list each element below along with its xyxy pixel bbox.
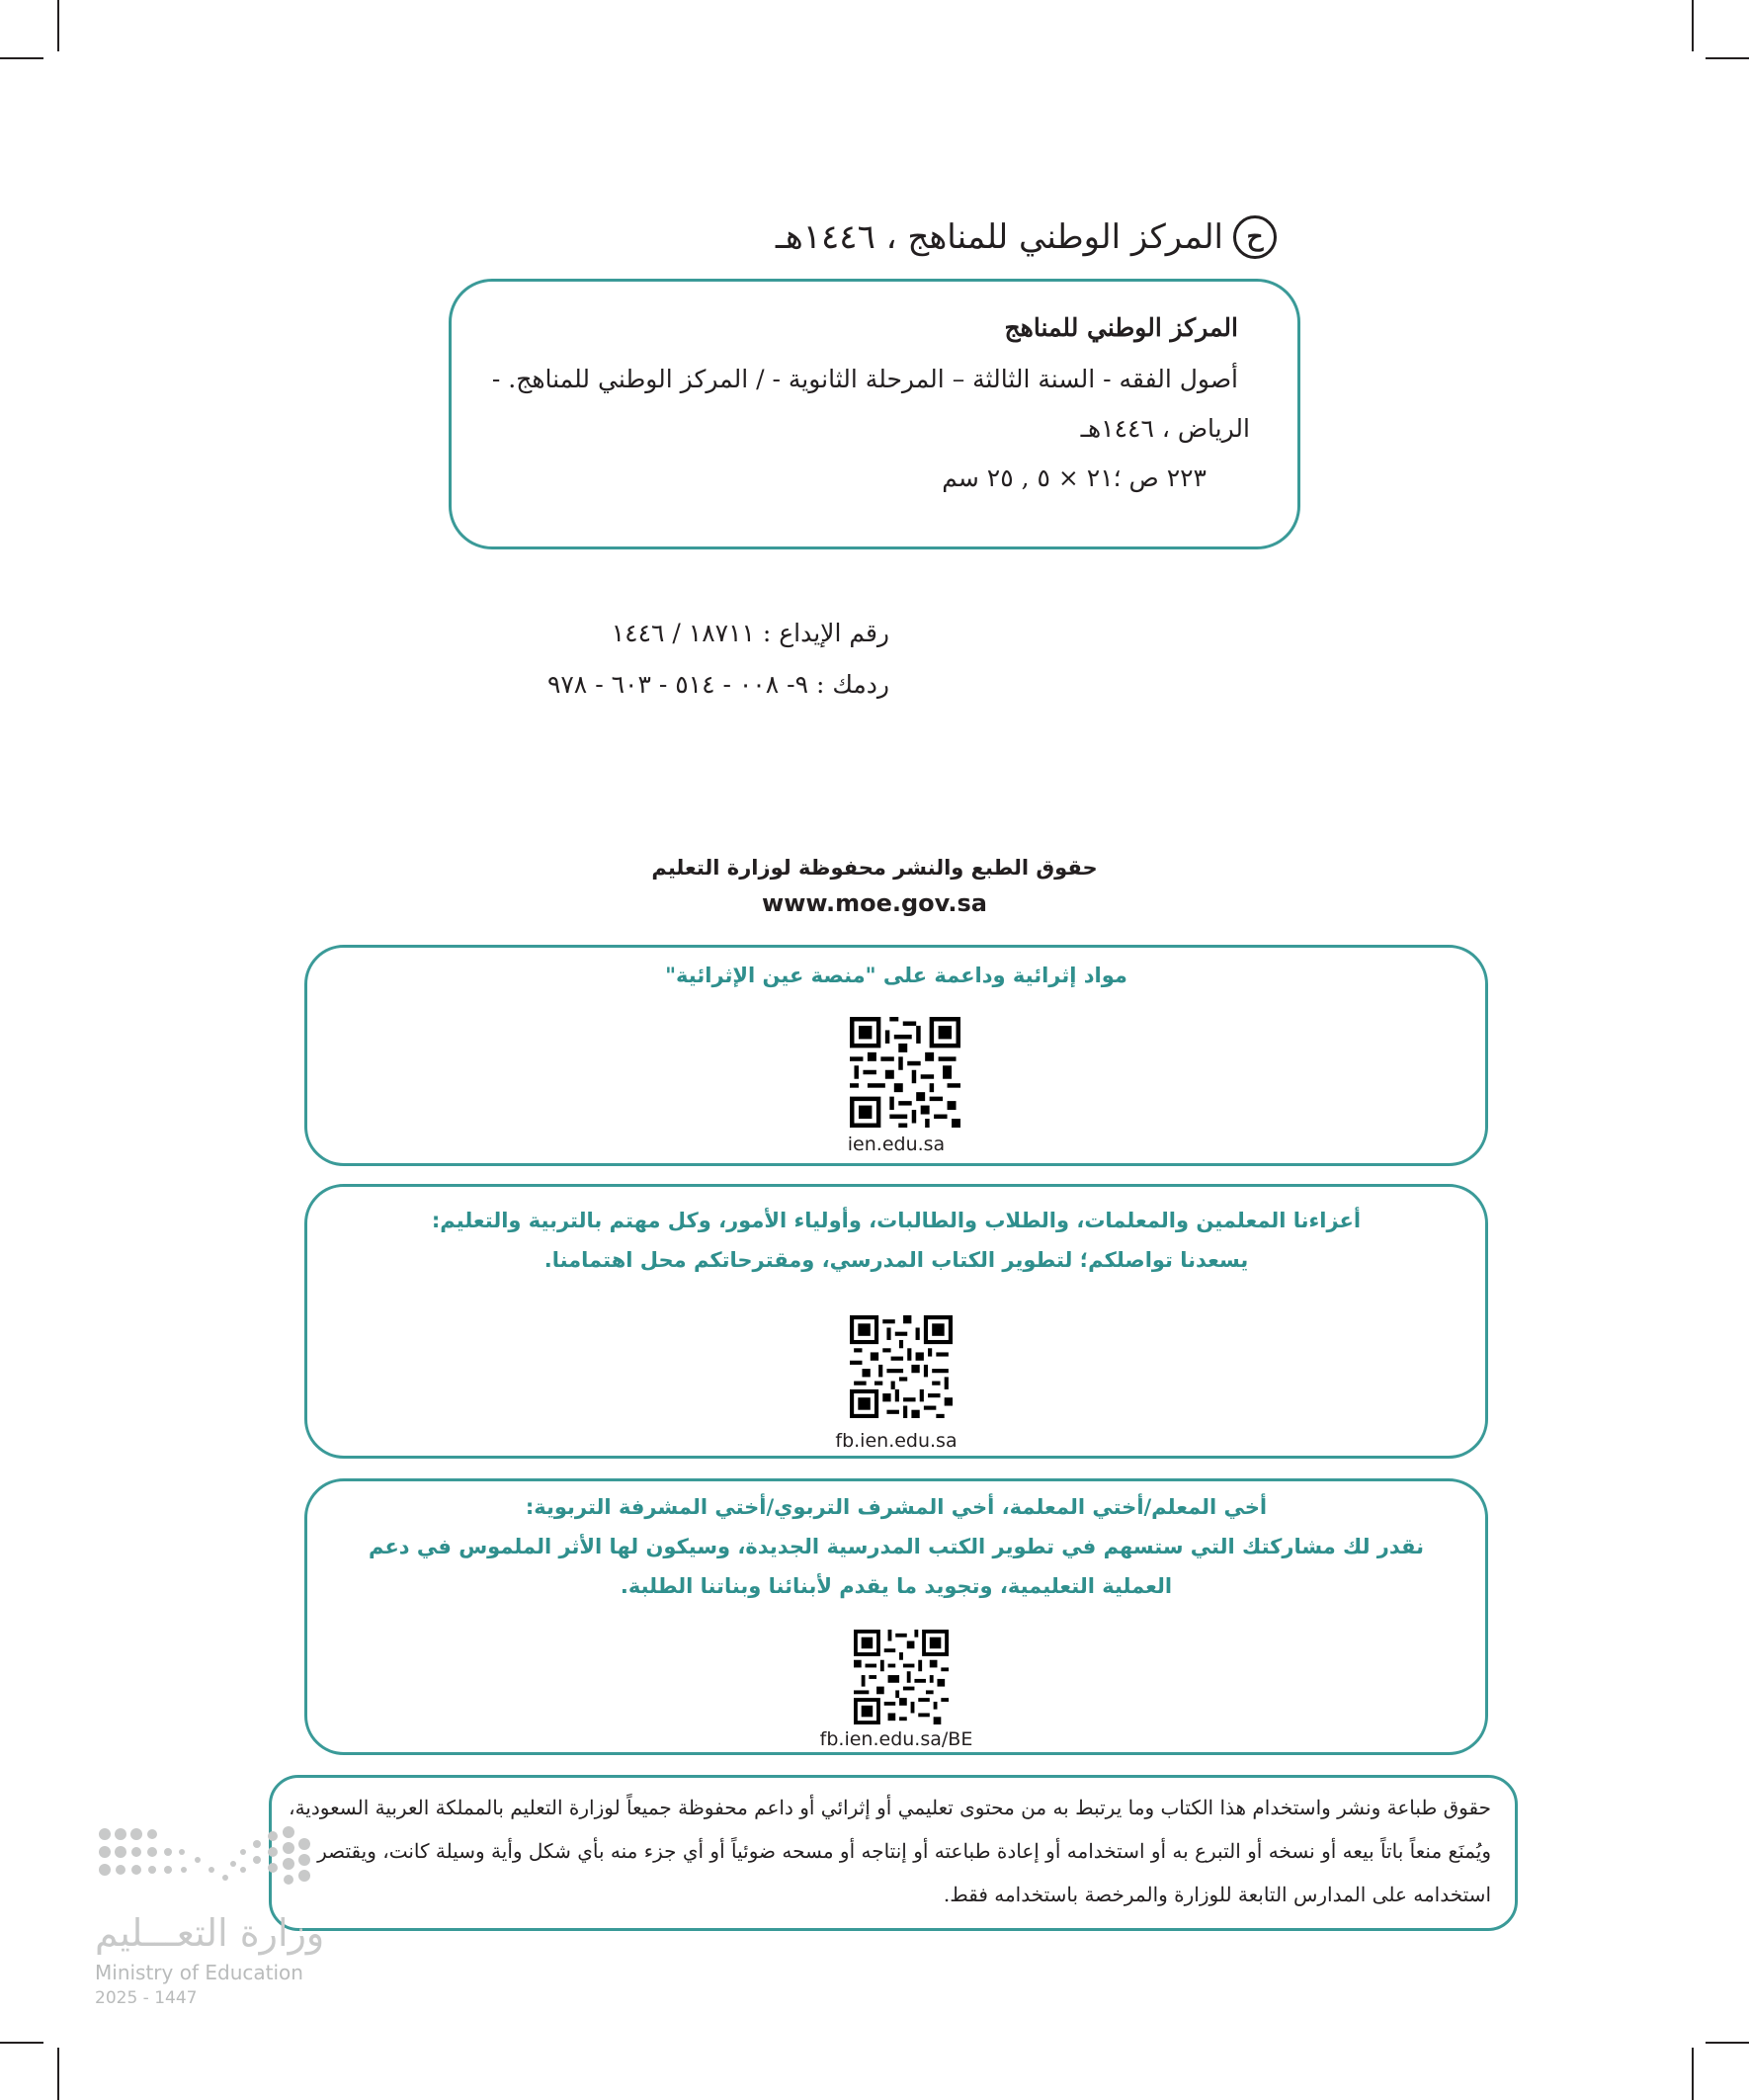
ien-box <box>304 945 1488 1166</box>
ministry-name-en: Ministry of Education <box>95 1961 303 1984</box>
website-link[interactable]: www.moe.gov.sa <box>762 889 987 917</box>
crop-mark <box>1692 0 1694 51</box>
crop-mark <box>1692 2048 1694 2100</box>
ien-url[interactable]: ien.edu.sa <box>847 1134 946 1155</box>
deposit-number: رقم الإيداع : ١٨٧١١ / ١٤٤٦ <box>611 619 889 647</box>
feedback-line-1: أعزاءنا المعلمين والمعلمات، والطلاب والطالبات، وأولياء الأمور، وكل مهتم بالتربية والتعليم: <box>431 1209 1362 1232</box>
crop-mark <box>57 2048 59 2100</box>
qr-code-icon[interactable] <box>850 1315 953 1418</box>
catalog-line-3: ٢٢٣ ص ؛٢١ × ٥ , ٢٥ سم <box>942 463 1207 492</box>
teacher-line-1: أخي المعلم/أختي المعلمة، أخي المشرف التربوي/أختي المشرفة التربوية: <box>525 1495 1268 1519</box>
legal-line-1: حقوق طباعة ونشر واستخدام هذا الكتاب وما يرتبط به من محتوى تعليمي أو إثرائي أو داعم محفوظة جميعاً لوزارة التعليم بالمملكة العربية السعودية، <box>289 1796 1491 1819</box>
catalog-line-2: الرياض ، ١٤٤٦هـ <box>1080 414 1250 443</box>
crop-mark <box>0 57 43 59</box>
ministry-year: 2025 - 1447 <box>95 1988 198 2008</box>
crop-mark <box>57 0 59 51</box>
legal-line-2: ويُمنَع منعاً باتاً بيعه أو نسخه أو التبرع به أو استخدامه أو إعادة طباعته أو إنتاجه أو مسحه ضوئياً أو أي جزء منه بأي شكل وأية وسيلة كانت، ويقتصر <box>317 1839 1491 1863</box>
teacher-box <box>304 1478 1488 1755</box>
rights-title: حقوق الطبع والنشر محفوظة لوزارة التعليم <box>651 856 1098 880</box>
isbn: ردمك : ٩- ٠٠٨ - ٥١٤ - ٦٠٣ - ٩٧٨ <box>546 670 889 699</box>
crop-mark <box>0 2042 43 2044</box>
copyright-text: المركز الوطني للمناهج ، ١٤٤٦هـ <box>775 217 1223 257</box>
qr-code-icon[interactable] <box>854 1630 949 1724</box>
feedback-box <box>304 1184 1488 1459</box>
copyright-symbol: ح <box>1233 215 1277 259</box>
cataloging-box <box>449 279 1300 549</box>
ministry-logo-icon <box>95 1824 312 1907</box>
crop-mark <box>1706 2042 1749 2044</box>
teacher-url[interactable]: fb.ien.edu.sa/BE <box>819 1728 973 1750</box>
legal-notice-box <box>269 1775 1518 1931</box>
catalog-title: المركز الوطني للمناهج <box>1004 313 1238 342</box>
teacher-line-2: نقدر لك مشاركتك التي ستسهم في تطوير الكتب المدرسية الجديدة، وسيكون لها الأثر الملموس في دعم <box>368 1535 1424 1558</box>
catalog-line-1: أصول الفقه - السنة الثالثة – المرحلة الثانوية - / المركز الوطني للمناهج. - <box>491 365 1238 393</box>
ministry-name-ar: وزارة التعـــليم <box>95 1911 325 1955</box>
crop-mark <box>1706 57 1749 59</box>
copyright-line <box>776 210 1277 265</box>
feedback-line-2: يسعدنا تواصلكم؛ لتطوير الكتاب المدرسي، ومقترحاتكم محل اهتمامنا. <box>543 1248 1249 1272</box>
ien-heading: مواد إثرائية وداعمة على "منصة عين الإثرائية" <box>665 964 1127 987</box>
legal-line-3: استخدامه على المدارس التابعة للوزارة والمرخصة باستخدامه فقط. <box>943 1883 1491 1906</box>
qr-code-icon[interactable] <box>850 1017 960 1128</box>
feedback-url[interactable]: fb.ien.edu.sa <box>835 1430 958 1452</box>
teacher-line-3: العملية التعليمية، وتجويد ما يقدم لأبنائنا وبناتنا الطلبة. <box>620 1574 1173 1598</box>
